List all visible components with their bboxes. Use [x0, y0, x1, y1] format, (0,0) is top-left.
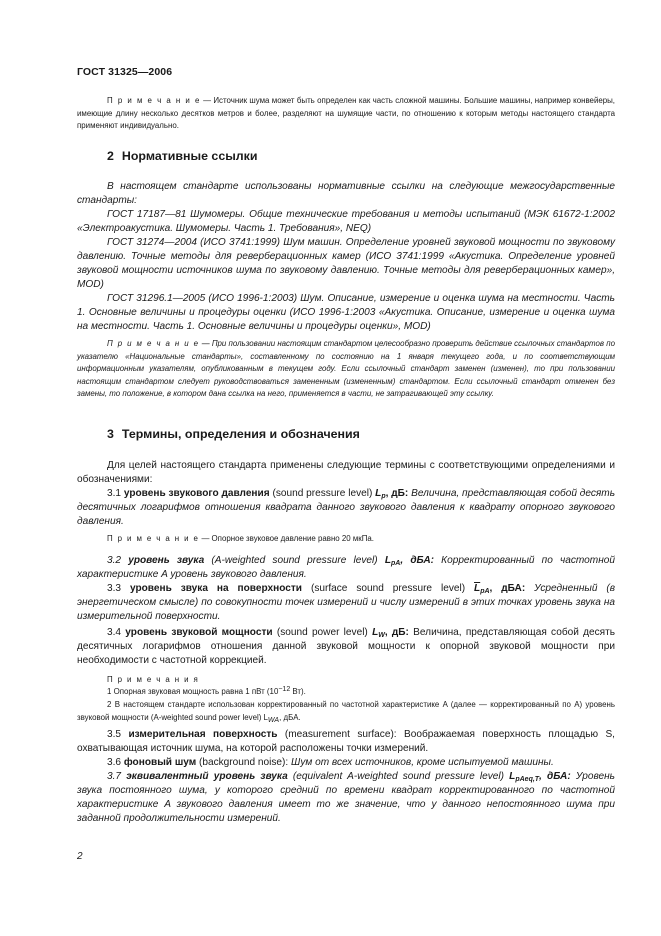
term-3-3	[77, 582, 615, 624]
note-references	[77, 338, 615, 401]
section-2-intro: В настоящем стандарте использованы нормативные ссылки на следующие межгосударственные стандарты:	[77, 181, 615, 206]
term-3-6	[77, 756, 615, 770]
term-english: (measurement surface):	[284, 729, 397, 740]
term-3-2	[77, 554, 615, 582]
notes-3-4-label	[107, 674, 615, 687]
term-unit: , дБ:	[384, 627, 409, 638]
term-name: уровень звуковой мощности	[125, 627, 273, 638]
term-definition: Уровень звука постоянного шума, у которого средний по времени квадрат корректированного по частотной характеристике A звукового давления имеет то же значение, что у данного непостоянного шума при заданной продолжительности измерений.	[77, 771, 615, 824]
note-label: П р и м е ч а н и я	[107, 675, 200, 684]
term-symbol: $L_W$	[372, 627, 385, 639]
term-english: (sound pressure level)	[272, 488, 373, 499]
document-header: ГОСТ 31325—2006	[77, 66, 173, 78]
term-definition: Корректированный по частотной характеристике A уровень звукового давления.	[77, 555, 615, 580]
term-symbol: $L_p$	[375, 488, 386, 500]
term-name: уровень звука	[128, 555, 205, 566]
term-unit: , дБ:	[385, 488, 409, 499]
note-label: П р и м е ч а н и е	[107, 339, 200, 348]
note-3-4-1: 1 Опорная звуковая мощность равна 1 пВт ($10^{-12}$ Вт).	[107, 686, 306, 696]
note-label: П р и м е ч а н и е	[107, 96, 201, 105]
term-number: 3.1	[107, 488, 122, 499]
term-unit: , дБА:	[489, 583, 526, 594]
term-english: (surface sound pressure level)	[310, 583, 466, 594]
term-definition: Величина, представляющая собой десять десятичных логарифмов отношения данной звуковой мощности к опорной звуковой мощности при необходимости с частотной коррекцией.	[77, 627, 615, 666]
normative-ref-1: ГОСТ 17187—81 Шумомеры. Общие технические требования и методы испытаний (МЭК 61672-1:2002 «Электроакустика. Шумомеры. Часть 1. Требования», NEQ)	[77, 209, 615, 234]
term-definition: Воображаемая поверхность площадью S, охватывающая источник шума, на которой расположены точки измерений.	[77, 729, 615, 754]
term-3-1	[77, 487, 615, 529]
term-name: фоновый шум	[123, 757, 197, 768]
term-english: (sound power level)	[276, 627, 368, 638]
normative-ref-2: ГОСТ 31274—2004 (ИСО 3741:1999) Шум машин. Определение уровней звуковой мощности по звуковому давлению. Точные методы для реверберационных камер (ИСО 3741:1999 «Акустика. Определение уровней звуковой мощности источников шума по звуковому давлению. Точные методы для реверберационных камер», MOD)	[77, 237, 615, 290]
term-number: 3.3	[107, 583, 122, 594]
term-unit: , дБА:	[400, 555, 434, 566]
term-number: 3.2	[107, 555, 122, 566]
term-name: эквивалентный уровень звука	[126, 771, 288, 782]
term-3-7	[77, 770, 615, 826]
normative-ref-3: ГОСТ 31296.1—2005 (ИСО 1996-1:2003) Шум. Описание, измерение и оценка шума на местности. Часть 1. Основные величины и процедуры оценки (ИСО 1996-1:2003 «Акустика. Описание, измерение и оценка шума на местности. Часть 1. Основные величины и процедуры оценки», MOD)	[77, 293, 615, 332]
term-number: 3.6	[107, 757, 122, 768]
note-text: — Опорное звуковое давление равно 20 мкПа.	[199, 534, 374, 543]
note-text: — При пользовании настоящим стандартом целесообразно проверить действие ссылочных стандартов по указателю «Национальные стандарты», составленному по состоянию на 1 января текущего года, и по соответствующим информационным указателям, опубликованным в текущем году. Если ссылочный стандарт заменен (изменен), то при пользовании настоящим стандартом следует руководствоваться замененным (измененным) стандартом. Если ссылочный стандарт отменен без замены, то положение, в котором дана ссылка на него, применяется в части, не затрагивающей эту ссылку.	[77, 339, 615, 399]
term-symbol: $\overline{L}_{pA}$	[474, 583, 490, 595]
term-definition: Усредненный (в энергетическом смысле) по совокупности точек измерений и числу измерений в этих точках уровень звука на измерительной поверхности.	[77, 583, 615, 622]
term-symbol: $L_{pA}$	[384, 555, 401, 567]
note-label: П р и м е ч а н и е	[107, 534, 200, 543]
section-title: Нормативные ссылки	[121, 149, 258, 163]
term-english: (background noise):	[199, 757, 289, 768]
section-title: Термины, определения и обозначения	[121, 427, 360, 441]
section-number: 2	[107, 149, 114, 163]
term-number: 3.7	[107, 771, 122, 782]
section-3-heading	[107, 427, 360, 441]
section-number: 3	[107, 427, 114, 441]
note-source	[77, 95, 615, 133]
note-3-1	[107, 533, 615, 546]
term-symbol: $L_{pAeq,T}$	[509, 771, 540, 783]
section-2-heading	[107, 149, 257, 163]
section-3-intro: Для целей настоящего стандарта применены следующие термины с соответствующими определениями и обозначениями:	[77, 460, 615, 485]
term-definition: Величина, представляющая собой десять десятичных логарифмов отношения квадрата данного звукового давления к квадрату опорного звукового давления.	[77, 488, 616, 527]
term-english: (A-weighted sound pressure level)	[211, 555, 378, 566]
term-definition: Шум от всех источников, кроме испытуемой машины.	[291, 757, 554, 768]
term-number: 3.4	[107, 627, 122, 638]
note-3-4-2: 2 В настоящем стандарте использован корректированный по частотной характеристике A (далее — корректированный по A) уровень звуковой мощности (A-weighted sound power level) $L_{WA}$, дБA.	[77, 700, 615, 724]
term-3-4	[77, 626, 615, 668]
term-name: измерительная поверхность	[128, 729, 278, 740]
note-text: — Источник шума может быть определен как часть сложной машины. Большие машины, например конвейеры, имеющие длину несколько десятков метров и более, разделяют на шумящие части, по отношению к которым методы настоящего стандарта применяют индивидуально.	[77, 96, 615, 131]
term-name: уровень звука на поверхности	[129, 583, 303, 594]
term-3-5	[77, 728, 615, 756]
term-number: 3.5	[107, 729, 122, 740]
term-unit: , дБА:	[539, 771, 571, 782]
page-number: 2	[77, 851, 83, 862]
term-english: (equivalent A-weighted sound pressure level)	[292, 771, 504, 782]
term-name: уровень звукового давления	[123, 488, 270, 499]
